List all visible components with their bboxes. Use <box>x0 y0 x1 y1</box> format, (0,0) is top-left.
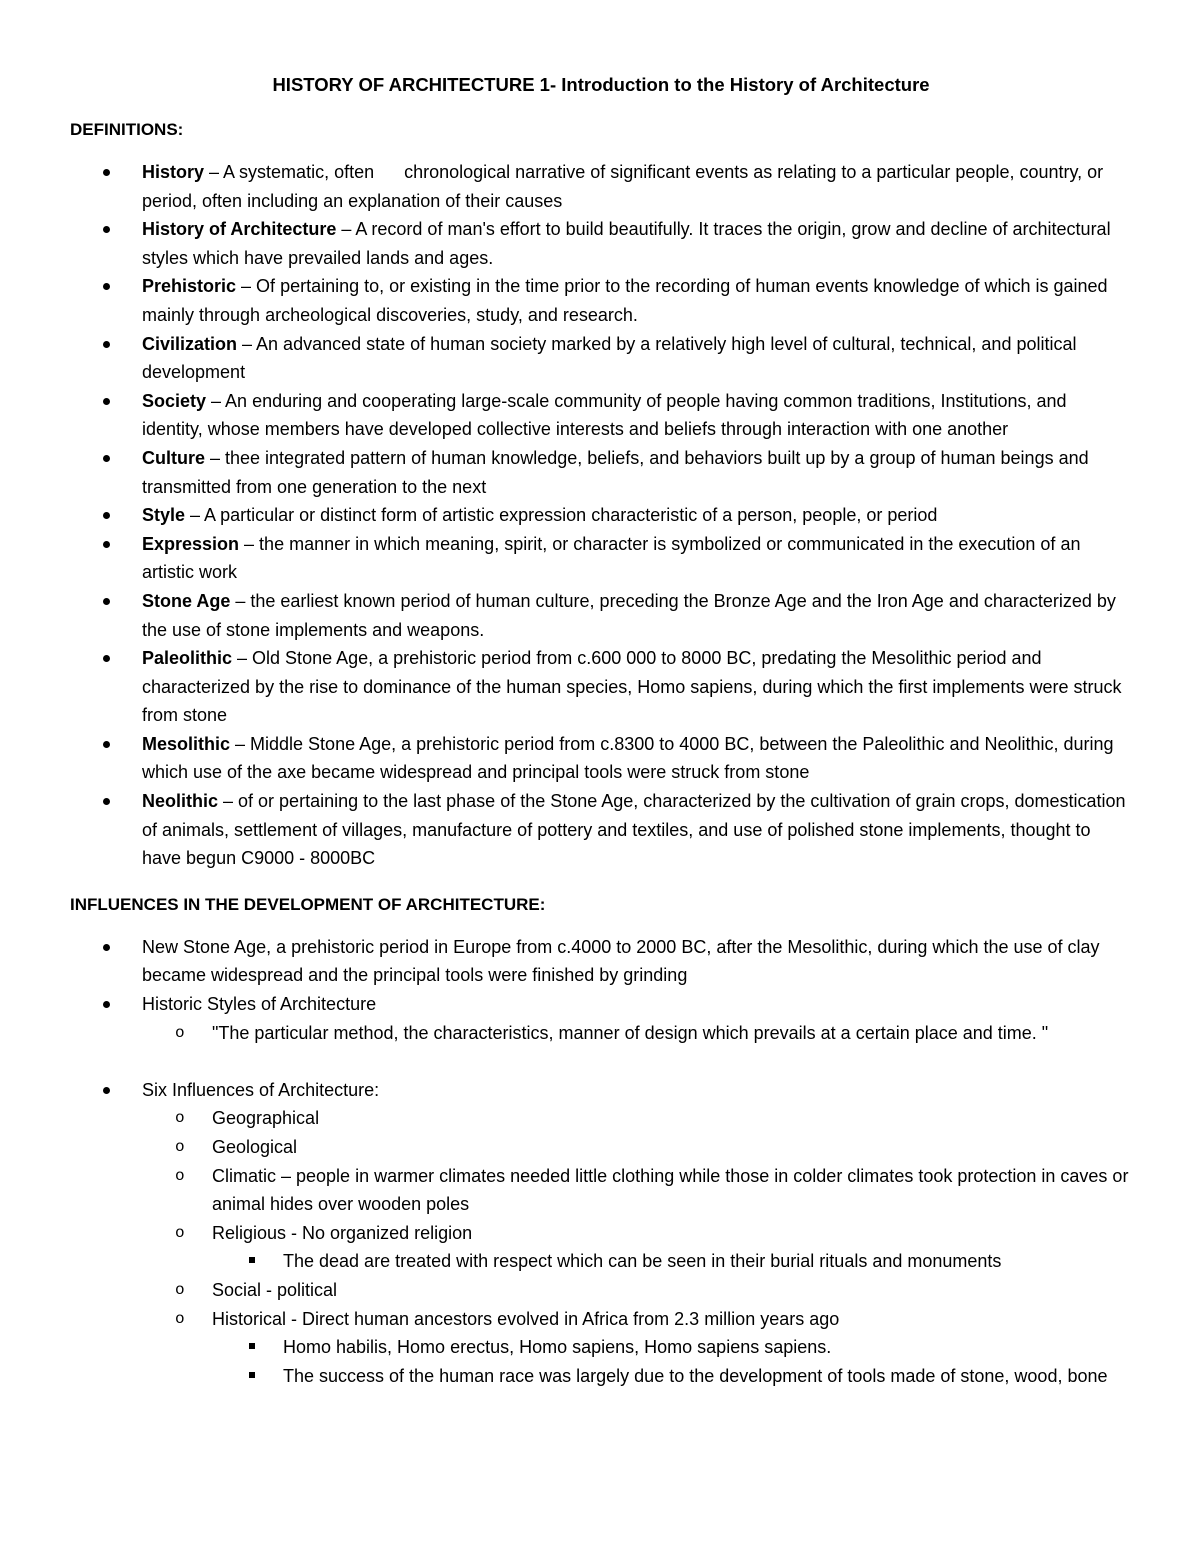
definition-text: – thee integrated pattern of human knowledge, beliefs, and behaviors built up by a group of human beings and transmitted from one generation to the next <box>142 447 1089 497</box>
definition-term: Expression <box>142 533 240 554</box>
definition-item <box>70 158 1132 215</box>
definition-text: – A record of man's effort to build beautifully. It traces the origin, grow and decline of architectural styles which have prevailed lands and ages. <box>142 219 1111 268</box>
definition-term: History of Architecture <box>142 219 337 240</box>
blank-line <box>142 1047 1132 1076</box>
influence-label: Geographical <box>212 1108 320 1129</box>
influence-social-political <box>142 1276 1132 1305</box>
influence-label: Religious - No organized religion <box>212 1222 473 1243</box>
influence-religious <box>142 1219 1132 1276</box>
influence-geological <box>142 1133 1132 1162</box>
religious-detail: The dead are treated with respect which can be seen in their burial rituals and monuments <box>212 1247 1132 1276</box>
definition-item <box>70 644 1132 730</box>
definition-item <box>70 501 1132 530</box>
sub-bullet-marker: o <box>175 1280 185 1299</box>
influence-item-label: Historic Styles of Architecture <box>142 994 377 1015</box>
definition-term: History <box>142 162 205 182</box>
definition-term: Style <box>142 505 186 526</box>
definition-text: – Middle Stone Age, a prehistoric period from c.8300 to 4000 BC, between the Paleolithic and Neolithic, during which use of the axe became widespread and principal tools were struck from stone <box>142 733 1114 783</box>
definition-text: – A systematic, often chronological narrative of significant events as relating to a particular people, country, or period, often including an explanation of their causes <box>142 162 1109 211</box>
definition-term: Stone Age <box>142 590 231 611</box>
definition-text: – the manner in which meaning, spirit, or character is symbolized or communicated in the execution of an artistic work <box>142 533 1081 583</box>
definition-term: Society <box>142 390 207 411</box>
definition-term: Civilization <box>142 333 238 354</box>
definition-text: – An enduring and cooperating large-scale community of people having common traditions, Institutions, and identity, whose members have developed collective interests and beliefs through interaction with one another <box>142 390 1067 440</box>
sub-bullet-marker: o <box>175 1166 185 1185</box>
historical-sublist <box>212 1333 1132 1390</box>
sub-bullet-marker: o <box>175 1023 185 1042</box>
quote-text: "The particular method, the characteristics, manner of design which prevails at a certain place and time. " <box>212 1022 1049 1043</box>
influence-label: Social - political <box>212 1279 338 1300</box>
influences-list <box>70 933 1132 1391</box>
sub-bullet-marker: o <box>175 1309 185 1328</box>
influence-geographical <box>142 1104 1132 1133</box>
influence-item-label: Six Influences of Architecture: <box>142 1079 380 1100</box>
influences-heading: INFLUENCES IN THE DEVELOPMENT OF ARCHITECTURE: <box>70 894 546 914</box>
definition-item <box>70 272 1132 329</box>
historical-detail: Homo habilis, Homo erectus, Homo sapiens, Homo sapiens sapiens. <box>212 1333 1132 1362</box>
influence-label: Climatic – people in warmer climates needed little clothing while those in colder climates took protection in caves or animal hides over wooden poles <box>212 1165 1129 1215</box>
influence-label: Historical - Direct human ancestors evolved in Africa from 2.3 million years ago <box>212 1308 840 1329</box>
definition-item <box>70 587 1132 644</box>
definition-item <box>70 330 1132 387</box>
definitions-list <box>70 158 1132 873</box>
definition-item <box>70 215 1132 272</box>
definition-term: Mesolithic <box>142 733 231 754</box>
sub-bullet-marker: o <box>175 1109 185 1128</box>
definition-term: Prehistoric <box>142 276 237 297</box>
influence-item-historic-styles <box>70 990 1132 1076</box>
definition-text: – Of pertaining to, or existing in the time prior to the recording of human events knowledge of which is gained mainly through archeological discoveries, study, and research. <box>142 276 1108 325</box>
definition-text: – Old Stone Age, a prehistoric period from c.600 000 to 8000 BC, predating the Mesolithic period and characterized by the rise to dominance of the human species, Homo sapiens, during which the first implements were struck from stone <box>142 648 1122 726</box>
definition-term: Paleolithic <box>142 648 233 669</box>
definition-item <box>70 444 1132 501</box>
definition-item <box>70 787 1132 873</box>
influence-item-new-stone-age: New Stone Age, a prehistoric period in Europe from c.4000 to 2000 BC, after the Mesolithic, during which the use of clay became widespread and the principal tools were finished by grinding <box>70 933 1132 990</box>
religious-sublist <box>212 1247 1132 1276</box>
six-influences-sublist <box>142 1104 1132 1390</box>
definitions-heading: DEFINITIONS: <box>70 120 184 139</box>
influence-historical <box>142 1305 1132 1391</box>
definition-term: Neolithic <box>142 791 219 812</box>
definitions-list-block <box>70 158 1132 873</box>
sub-bullet-marker: o <box>175 1138 185 1156</box>
definition-item <box>70 730 1132 787</box>
influence-climatic <box>142 1162 1132 1219</box>
historic-styles-quote <box>142 1019 1132 1048</box>
historic-styles-sublist <box>142 1019 1132 1048</box>
influence-label: Geological <box>212 1137 298 1157</box>
historical-detail: The success of the human race was largely due to the development of tools made of stone, wood, bone <box>212 1362 1132 1391</box>
definition-text: – An advanced state of human society marked by a relatively high level of cultural, technical, and political development <box>142 333 1077 383</box>
definition-item <box>70 530 1132 587</box>
definition-text: – the earliest known period of human culture, preceding the Bronze Age and the Iron Age and characterized by the use of stone implements and weapons. <box>142 590 1116 640</box>
definition-text: – of or pertaining to the last phase of the Stone Age, characterized by the cultivation of grain crops, domestication of animals, settlement of villages, manufacture of pottery and textiles, and use of polished stone implements, thought to have begun C9000 - 8000BC <box>142 791 1126 869</box>
document-title: HISTORY OF ARCHITECTURE 1- Introduction to the History of Architecture <box>272 74 930 95</box>
document-page <box>70 70 1132 1390</box>
definition-term: Culture <box>142 447 205 468</box>
definition-item <box>70 387 1132 444</box>
sub-bullet-marker: o <box>175 1223 185 1242</box>
definition-text: – A particular or distinct form of artistic expression characteristic of a person, people, or period <box>185 505 938 526</box>
influence-item-six-influences <box>70 1076 1132 1391</box>
